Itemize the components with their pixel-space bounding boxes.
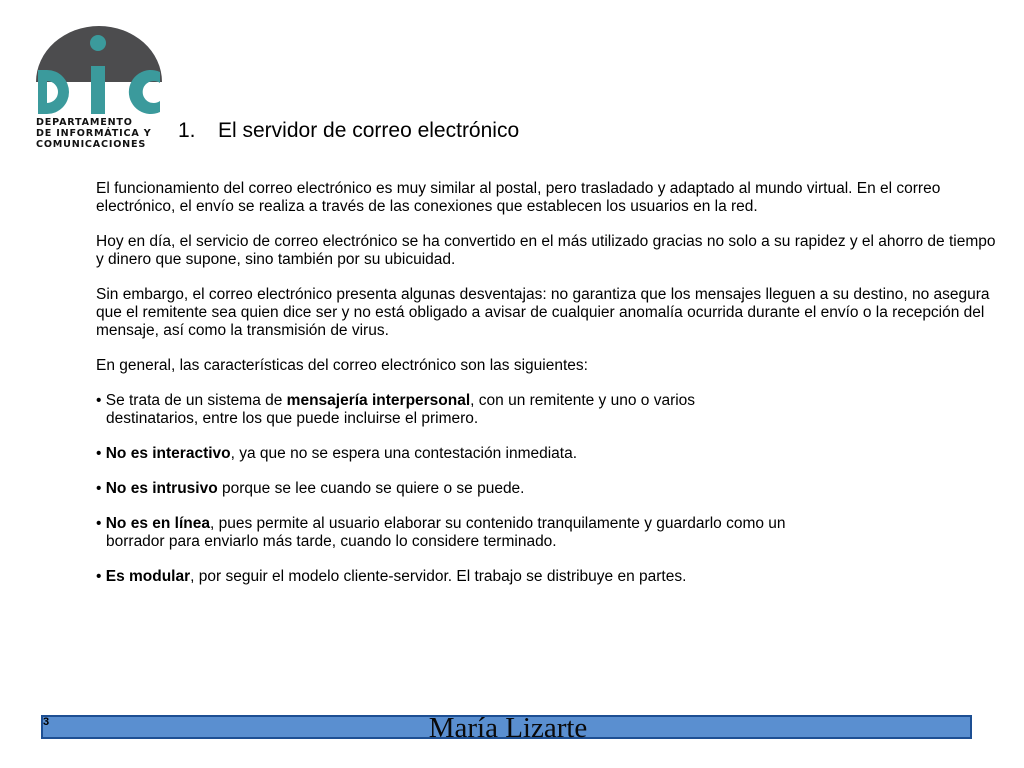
logo-text xyxy=(36,117,166,150)
logo-line-1: DEPARTAMENTO xyxy=(36,117,133,128)
title-text: El servidor de correo electrónico xyxy=(218,119,520,142)
paragraph-1: El funcionamiento del correo electrónico es muy similar al postal, pero trasladado y adaptado al mundo virtual. En el correo electrónico, el envío se realiza a través de las conexiones que establecen los usuarios en la red. xyxy=(96,180,941,215)
bullet-item: • No es intrusivo porque se lee cuando se quiere o se puede. xyxy=(96,480,525,497)
bullet-item: • No es en línea, pues permite al usuario elaborar su contenido tranquilamente y guardarlo como un borrador para enviarlo más tarde, cuando lo considere terminado. xyxy=(96,515,786,550)
bullet-item: • Es modular, por seguir el modelo cliente-servidor. El trabajo se distribuye en partes. xyxy=(96,568,687,585)
paragraph-4: En general, las características del correo electrónico son las siguientes: xyxy=(96,357,588,374)
logo-line-3: COMUNICACIONES xyxy=(36,139,147,150)
department-logo xyxy=(34,26,164,156)
bullet-item: • Se trata de un sistema de mensajería interpersonal, con un remitente y uno o varios destinatarios, entre los que puede incluirse el primero. xyxy=(96,392,696,427)
bullet-item: • No es interactivo, ya que no se espera una contestación inmediata. xyxy=(96,445,578,462)
dic-logo-icon xyxy=(34,26,164,122)
slide-title xyxy=(178,119,519,143)
page-number: 3 xyxy=(43,716,50,728)
slide-body xyxy=(96,180,996,586)
author-name: María Lizarte xyxy=(428,712,588,744)
logo-line-2: DE INFORMÁTICA Y xyxy=(36,128,152,139)
paragraph-3: Sin embargo, el correo electrónico presenta algunas desventajas: no garantiza que los mensajes lleguen a su destino, no asegura que el remitente sea quien dice ser y no está obligado a avisar de cualquier anomalía ocurrida durante el envío o la recepción del mensaje, así como la transmisión de virus. xyxy=(96,286,990,339)
paragraph-2: Hoy en día, el servicio de correo electrónico se ha convertido en el más utilizado gracias no solo a su rapidez y el ahorro de tiempo y dinero que supone, sino también por su ubicuidad. xyxy=(96,233,996,268)
title-number: 1. xyxy=(178,119,196,142)
